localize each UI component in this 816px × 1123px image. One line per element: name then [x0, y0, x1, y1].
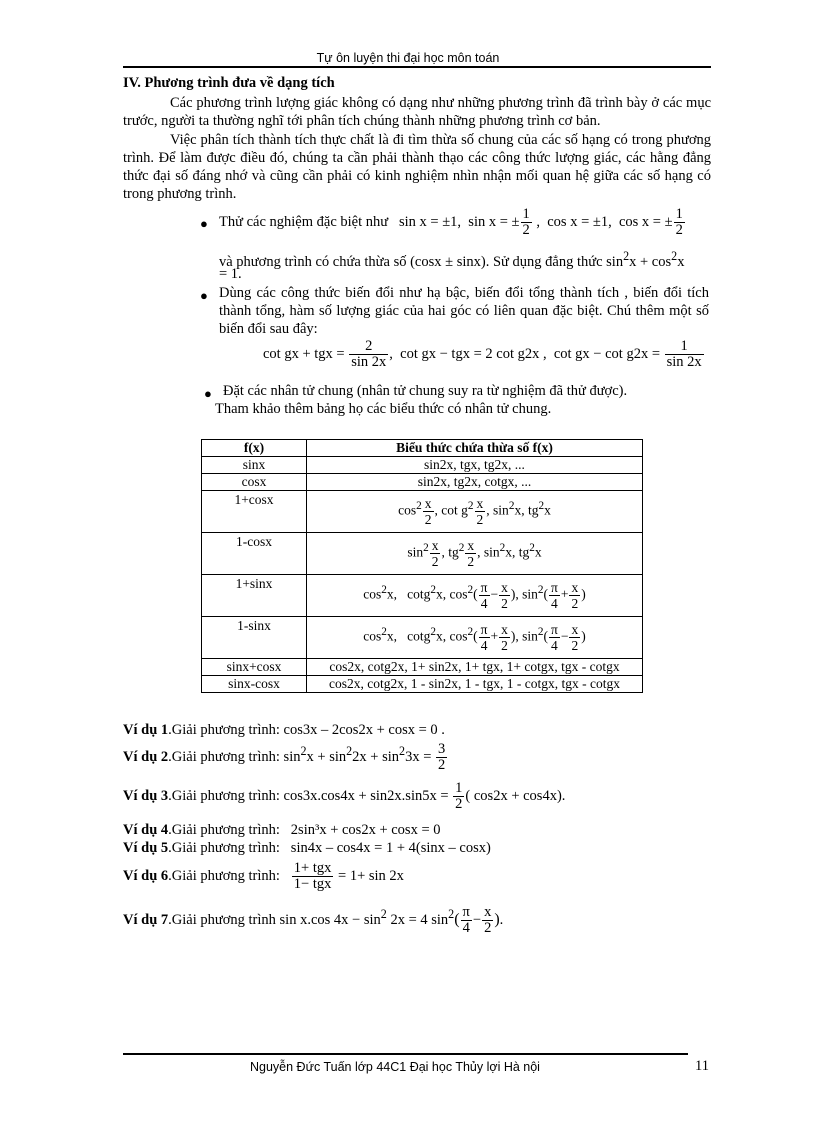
- table-cell: sinx-cosx: [202, 676, 307, 693]
- table-cell: cos2x, cotg2x, 1+ sin2x, 1+ tgx, 1+ cotgx, tgx - cotgx: [307, 659, 643, 676]
- table-row: [202, 659, 643, 676]
- example-label: Ví dụ 1: [123, 722, 169, 738]
- table-cell: $\cos^2x$, cotg$^2$x, $\cos^2$( $\frac{\pi}{4}$ − $\frac{x}{2}$ ), $\sin^2$( $\frac{\pi}{4}$ + $\frac{x}{2}$ ): [307, 575, 643, 617]
- example-prompt: Giải phương trình:: [171, 722, 280, 738]
- bullet-1-text: và phương trình có chứa thừa số (cosx ± sinx). Sử dụng đẳng thức: [219, 253, 603, 270]
- bullet-3-subtext: Tham khảo thêm bảng họ các biểu thức có nhân tử chung.: [215, 401, 552, 417]
- table-cell: $\sin^2$ $\frac{x}{2}$ , $tg^2$ $\frac{x}{2}$ , $\sin^2x$, $tg^2x$: [307, 533, 643, 575]
- formula-fraction: $\frac{1}{2}$: [675, 206, 683, 238]
- bullet-3-text: Đặt các nhân tử chung (nhân tử chung suy ra từ nghiệm đã thử được).: [223, 383, 628, 399]
- table-cell: $\cos^2$ $\frac{x}{2}$ , $\cot g^2$ $\frac{x}{2}$ , $\sin^2x$, $tg^2x$: [307, 491, 643, 533]
- bullet-1-line1: Thử các nghiệm đặc biệt như sin x = ±1, sin x = ± $\frac{1}{2}$ , cos x = ±1, cos x = ± $\frac{1}{2}$: [219, 206, 683, 238]
- section-title: IV. Phương trình đưa về dạng tích: [123, 75, 335, 91]
- example-label: Ví dụ 6: [123, 867, 169, 884]
- table-cell: sin2x, tg2x, cotgx, ...: [307, 474, 643, 491]
- formula-fraction: $\frac{1}{2}$: [522, 206, 530, 238]
- example-label: Ví dụ 4: [123, 822, 169, 838]
- formula-cotg-tg: cot gx + tgx = $\frac{2}{\sin 2x}$ , cot gx − tgx = 2 cot g2x , cot gx − cot g2x = $\frac{1}{\sin 2x}$: [263, 338, 702, 370]
- table-cell: sinx: [202, 457, 307, 474]
- example-label: Ví dụ 2: [123, 748, 169, 765]
- table-row: [202, 491, 643, 533]
- example-prompt: Giải phương trình: [171, 911, 276, 928]
- example-prompt: Giải phương trình:: [171, 787, 280, 804]
- table-cell: 1+sinx: [202, 575, 307, 617]
- example-prompt: Giải phương trình:: [171, 822, 280, 838]
- paragraph-1: Các phương trình lượng giác không có dạng như những phương trình đã trình bày ở các mục trước, người ta thường nghĩ tới phân tích chúng thành những phương trình cơ bản.: [123, 95, 711, 129]
- example-label: Ví dụ 7: [123, 911, 169, 928]
- table-cell: $\cos^2x$, cotg$^2$x, $\cos^2$( $\frac{\pi}{4}$ + $\frac{x}{2}$ ), $\sin^2$( $\frac{\pi}{4}$ − $\frac{x}{2}$ ): [307, 617, 643, 659]
- table-row: [202, 533, 643, 575]
- bullet-dot: ●: [200, 216, 208, 231]
- example-2: Ví dụ 2.Giải phương trình: $\sin^2x + \sin^22x + \sin^23x$ = $\frac{3}{2}$: [123, 741, 446, 773]
- example-6: Ví dụ 6.Giải phương trình: 1+ tgx 1− tgx = 1+ sin 2x: [123, 860, 404, 892]
- table-row: [202, 676, 643, 693]
- factor-table: [201, 439, 643, 693]
- table-row: [202, 457, 643, 474]
- table-cell: cos2x, cotg2x, 1 - sin2x, 1 - tgx, 1 - cotgx, tgx - cotgx: [307, 676, 643, 693]
- example-prompt: Giải phương trình:: [171, 867, 280, 884]
- table-cell: cosx: [202, 474, 307, 491]
- example-label: Ví dụ 3: [123, 787, 169, 804]
- page-number: 11: [695, 1058, 709, 1074]
- bullet-2-text: Dùng các công thức biến đổi như hạ bậc, biến đổi tổng thành tích , biến đổi tích thành tổng, hàm số lượng giác của hai góc có liên quan đặc biệt. Chú thêm một số biến đổi sau đây:: [219, 285, 709, 337]
- example-7: Ví dụ 7.Giải phương trình sin x.cos $4x - \sin^2 2x = 4$ $\sin^2$( $\frac{\pi}{4}$ − $\frac{x}{2}$ ).: [123, 904, 504, 936]
- example-1: Ví dụ 1.Giải phương trình: cos3x – 2cos2x + cosx = 0 .: [123, 722, 445, 738]
- table-cell: sinx+cosx: [202, 659, 307, 676]
- example-equation: cos3x – 2cos2x + cosx = 0 .: [283, 722, 445, 738]
- example-4: Ví dụ 4.Giải phương trình: 2sin³x + cos2x + cosx = 0: [123, 822, 441, 838]
- bullet-dot: ●: [204, 386, 212, 401]
- table-row: [202, 474, 643, 491]
- paragraph-2: Việc phân tích thành tích thực chất là đi tìm thừa số chung của các số hạng có trong phương trình. Để làm được điều đó, chúng ta cần phải thành thạo các công thức lượng giác, các hằng đẳng thức đại số đáng nhớ và cũng cần phải có kinh nghiệm nhìn nhận mối quan hệ giữa các số hạng có trong phương trình.: [123, 132, 711, 202]
- footer-rule: [123, 1053, 688, 1055]
- bullet-1-lead: Thử các nghiệm đặc biệt như: [219, 213, 389, 230]
- table-row: [202, 617, 643, 659]
- table-cell: sin2x, tgx, tg2x, ...: [307, 457, 643, 474]
- example-prompt: Giải phương trình:: [171, 840, 280, 856]
- footer-author: Nguyễn Đức Tuấn lớp 44C1 Đại học Thủy lợi Hà nội: [250, 1060, 540, 1074]
- example-3: Ví dụ 3.Giải phương trình: cos3x.cos4x + sin2x.sin5x = $\frac{1}{2}$ ( cos2x + cos4x).: [123, 780, 566, 812]
- page-header: Tự ôn luyện thi đại học môn toán: [316, 51, 500, 65]
- example-label: Ví dụ 5: [123, 840, 169, 856]
- table-row: [202, 575, 643, 617]
- table-cell: 1+cosx: [202, 491, 307, 533]
- table-cell: 1-cosx: [202, 533, 307, 575]
- example-equation: sin4x – cos4x = 1 + 4(sinx – cosx): [290, 840, 491, 856]
- header-rule: [123, 66, 711, 68]
- example-equation: 2sin³x + cos2x + cosx = 0: [290, 822, 441, 838]
- bullet-1-line2: và phương trình có chứa thừa số (cosx ± sinx). Sử dụng đẳng thức $\sin^2x + \cos^2x$: [219, 249, 685, 270]
- table-cell: 1-sinx: [202, 617, 307, 659]
- example-5: Ví dụ 5.Giải phương trình: sin4x – cos4x = 1 + 4(sinx – cosx): [123, 840, 491, 856]
- table-header: Biểu thức chứa thừa số f(x): [307, 440, 643, 457]
- bullet-dot: ●: [200, 288, 208, 303]
- table-header: f(x): [202, 440, 307, 457]
- example-prompt: Giải phương trình:: [171, 748, 280, 765]
- bullet-1-line3: = 1.: [219, 266, 242, 282]
